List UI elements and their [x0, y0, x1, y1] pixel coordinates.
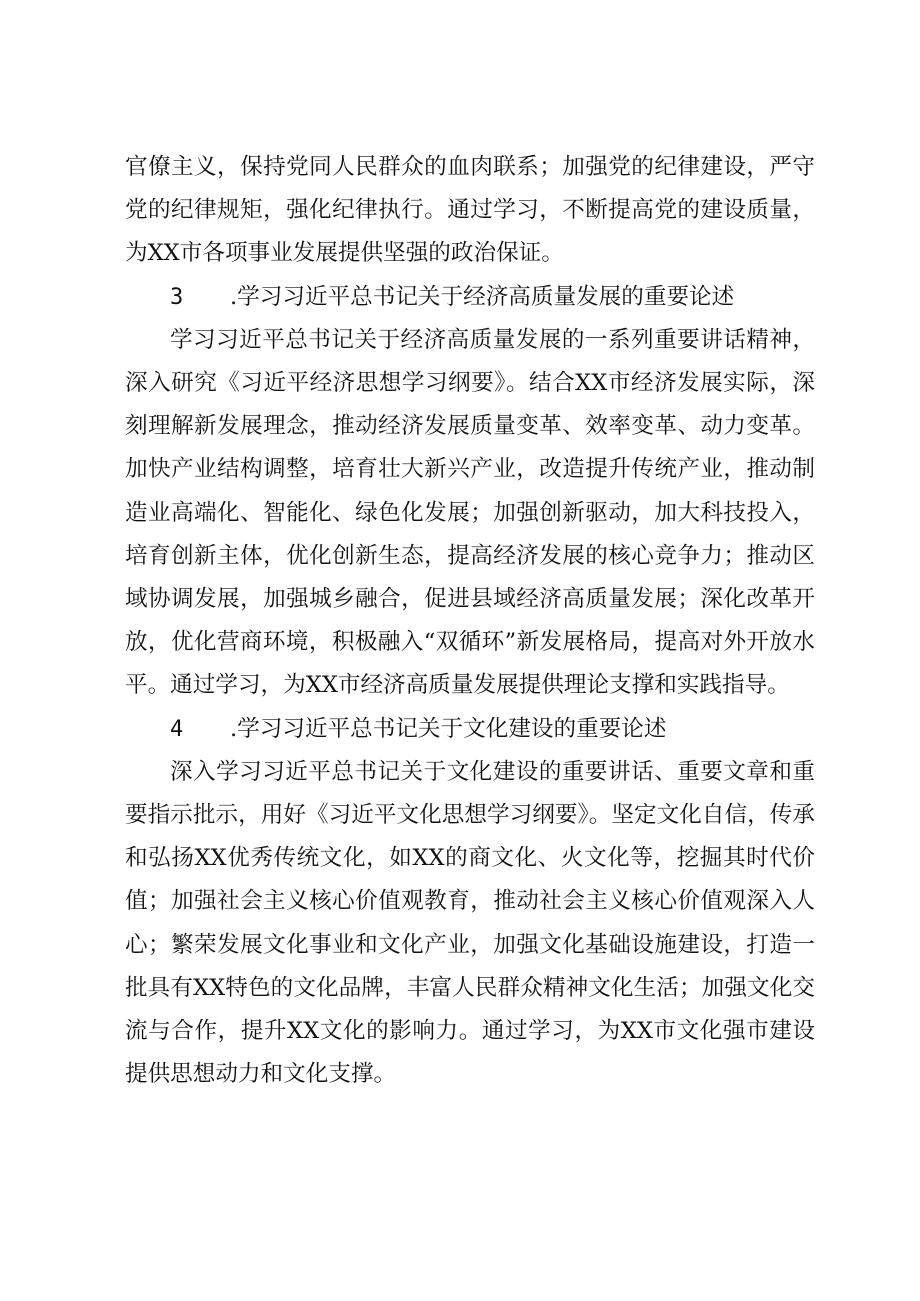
section-3-number: 3 [170, 284, 184, 310]
section-4-paragraph: 深入学习习近平总书记关于文化建设的重要讲话、重要文章和重要指示批示，用好《习近平文化思想学习纲要》。坚定文化自信，传承和弘扬XX优秀传统文化，如XX的商文化、火文化等，挖掘其时代价值；加强社会主义核心价值观教育，推动社会主义核心价值观深入人心；繁荣发展文化事业和文化产业，加强文化基础设施建设，打造一批具有XX特色的文化品牌，丰富人民群众精神文化生活；加强文化交流与合作，提升XX文化的影响力。通过学习，为XX市文化强市建设提供思想动力和文化支撑。 [125, 758, 815, 1088]
section-4-title: .学习习近平总书记关于文化建设的重要论述 [230, 715, 667, 742]
paragraph-continued: 官僚主义，保持党同人民群众的血肉联系；加强党的纪律建设，严守党的纪律规矩，强化纪律执行。通过学习，不断提高党的建设质量，为XX市各项事业发展提供坚强的政治保证。 [125, 154, 815, 267]
section-3-paragraph: 学习习近平总书记关于经济高质量发展的一系列重要讲话精神，深入研究《习近平经济思想学习纲要》。结合XX市经济发展实际，深刻理解新发展理念，推动经济发展质量变革、效率变革、动力变革。加快产业结构调整，培育壮大新兴产业，改造提升传统产业，推动制造业高端化、智能化、绿色化发展；加强创新驱动，加大科技投入，培育创新主体，优化创新生态，提高经济发展的核心竞争力；推动区域协调发展，加强城乡融合，促进县域经济高质量发展；深化改革开放，优化营商环境，积极融入“双循环”新发展格局，提高对外开放水平。通过学习，为XX市经济高质量发展提供理论支撑和实践指导。 [125, 326, 815, 699]
section-3-title: .学习习近平总书记关于经济高质量发展的重要论述 [230, 283, 735, 310]
section-3-heading [125, 276, 815, 319]
section-4-number: 4 [170, 716, 184, 742]
document-body [125, 146, 815, 1096]
section-4-heading [125, 708, 815, 751]
